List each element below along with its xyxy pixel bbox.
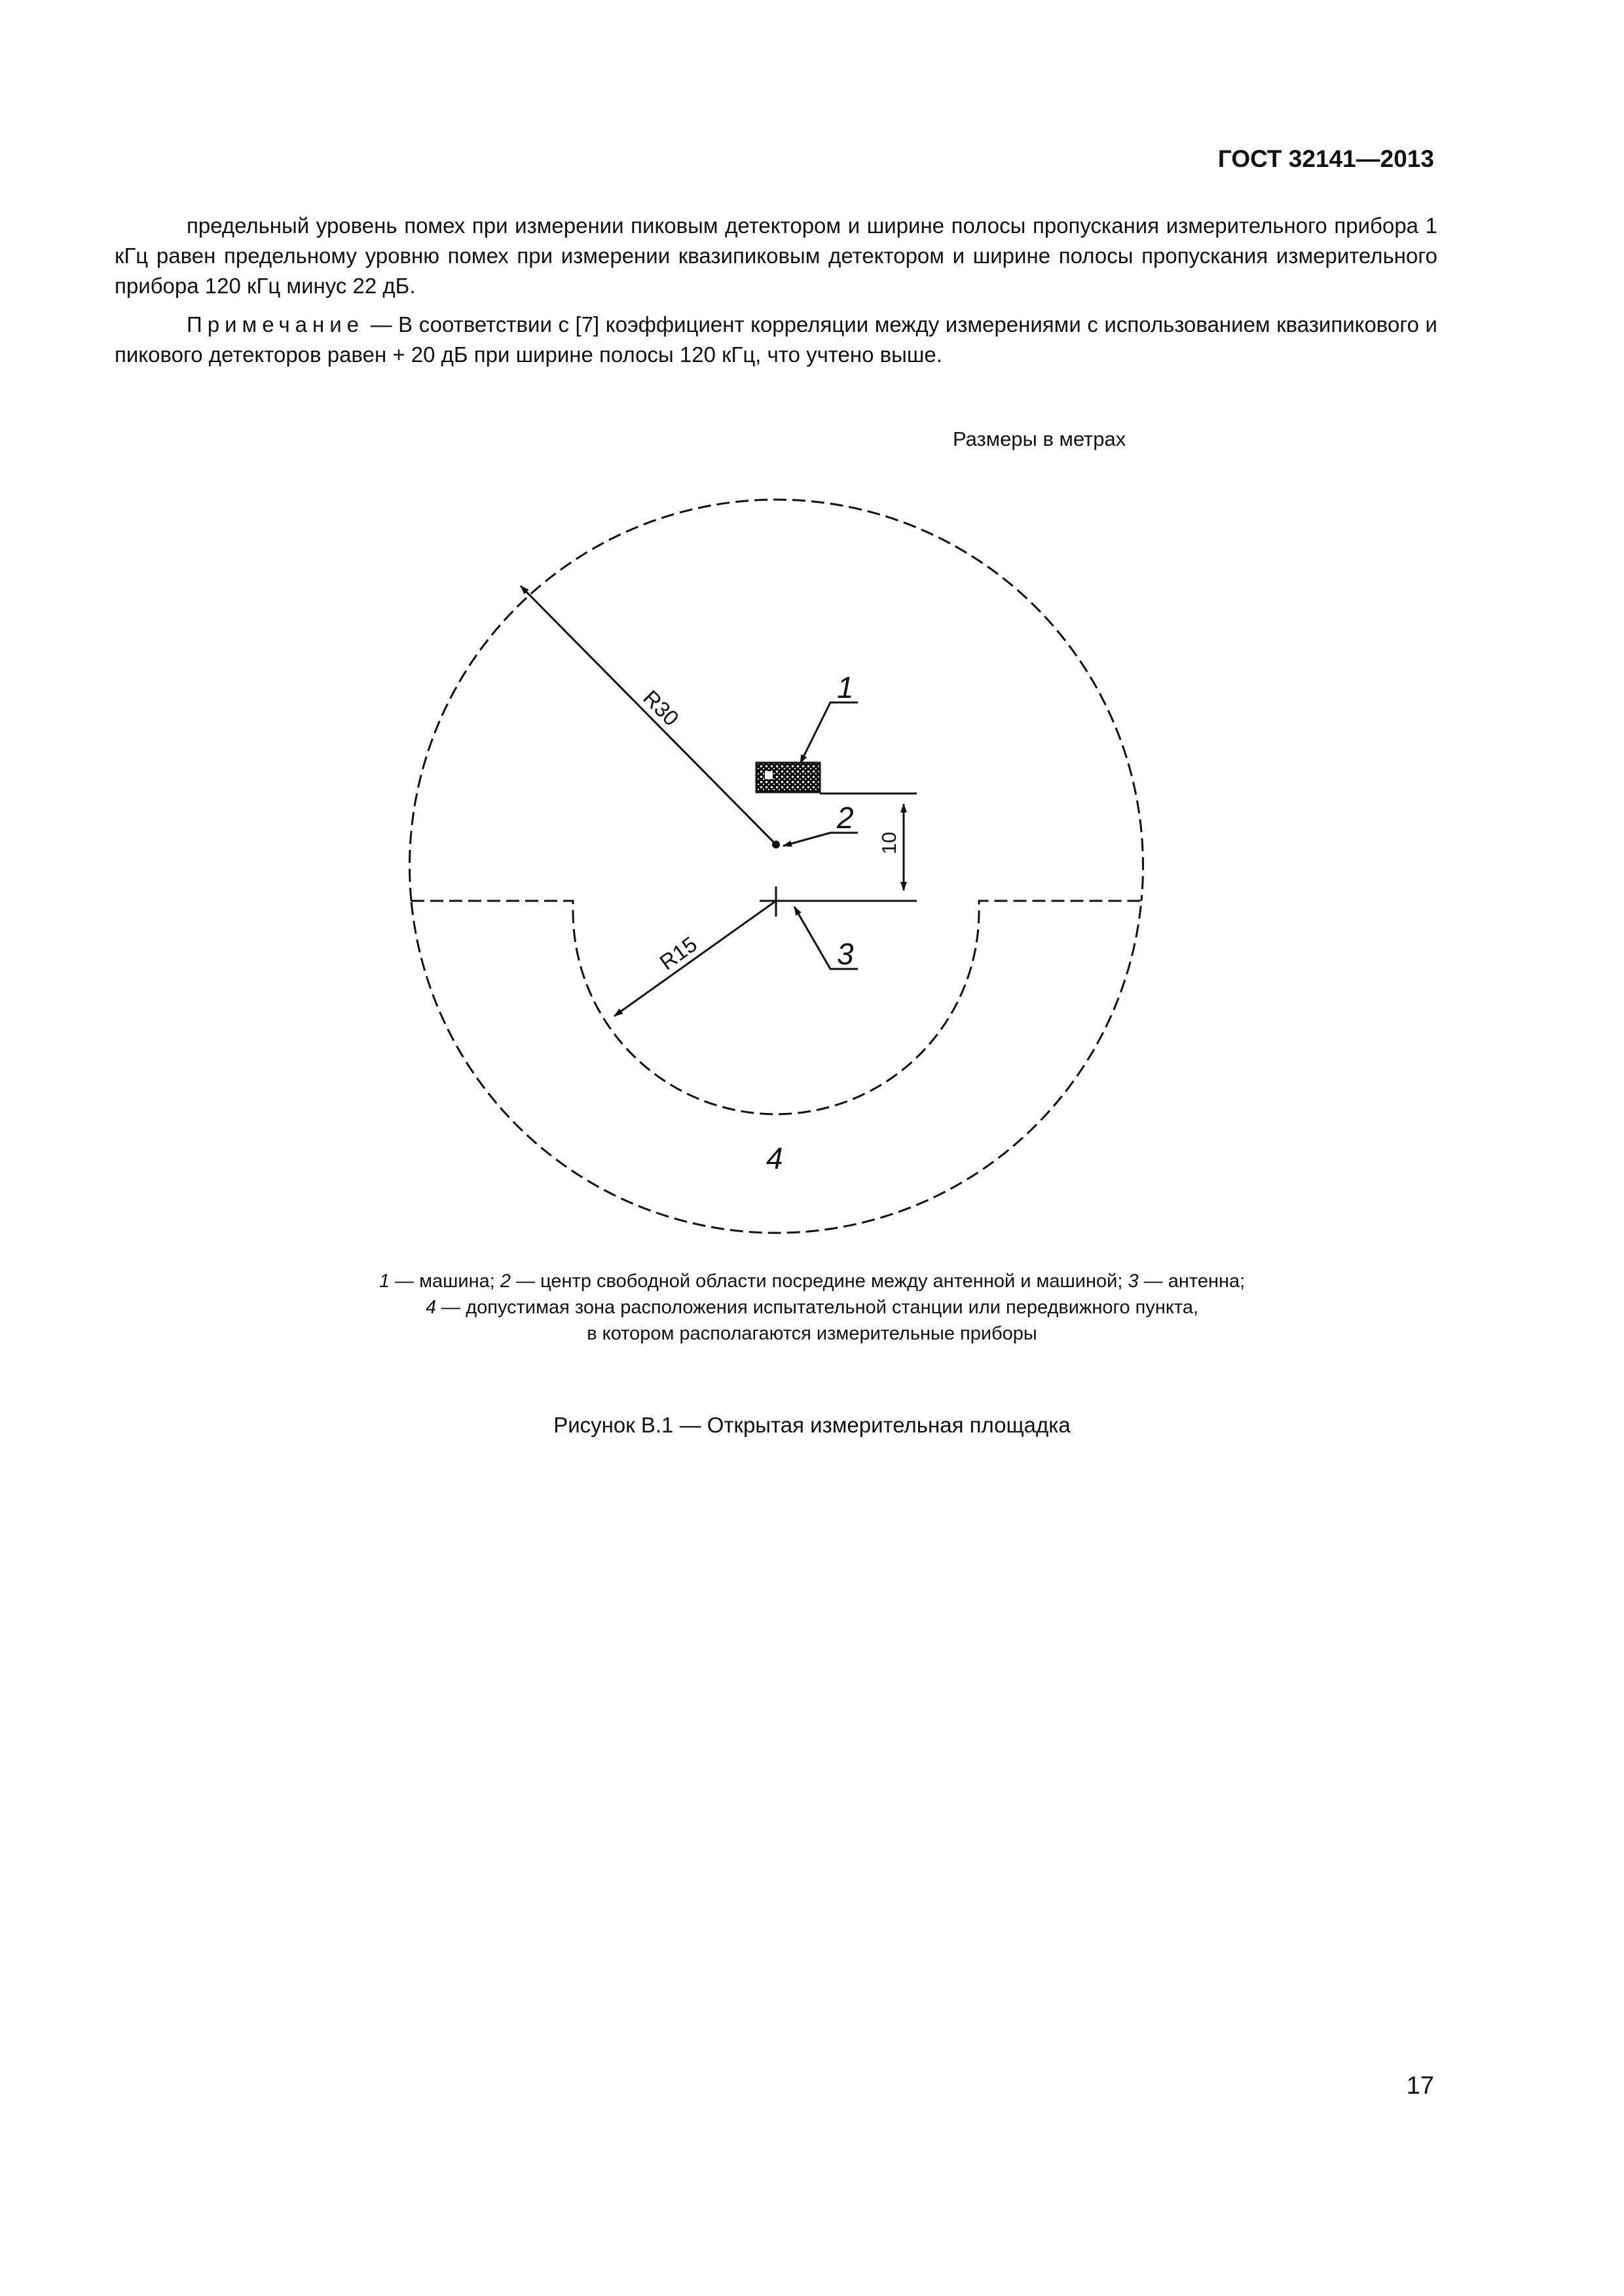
leader-2 — [783, 833, 858, 846]
label-2: 2 — [837, 801, 854, 835]
figure-legend — [0, 1268, 1624, 1347]
label-r30: R30 — [638, 685, 684, 731]
r15-radius-line — [614, 901, 776, 1016]
note-text: — В соответствии с [7] коэффициент корреляции между измерениями с использованием квазипикового и пикового детекторов равен + 20 дБ при ширине полосы 120 кГц, что учтено выше. — [115, 312, 1437, 367]
units-note: Размеры в метрах — [953, 428, 1126, 450]
note-label: Примечание — [187, 312, 365, 337]
page-number: 17 — [1406, 2072, 1434, 2100]
body-paragraph: предельный уровень помех при измерении пиковым детектором и ширине полосы пропускания измерительного прибора 1 кГц равен предельному уровню помех при измерении квазипиковым детектором и ширине полосы пропускания измерительного прибора 120 кГц минус 22 дБ. — [115, 213, 1437, 298]
r30-radius-line — [521, 586, 776, 845]
center-point — [772, 841, 780, 848]
label-1: 1 — [837, 670, 854, 704]
legend-line-3: в котором располагаются измерительные приборы — [587, 1323, 1037, 1344]
document-header: ГОСТ 32141—2013 — [1217, 145, 1434, 172]
figure-caption: Рисунок В.1 — Открытая измерительная площадка — [553, 1413, 1071, 1437]
label-dim-10: 10 — [877, 831, 900, 854]
legend-line-2: 4 — допустимая зона расположения испытательной станции или передвижного пункта, — [425, 1297, 1199, 1318]
label-3: 3 — [837, 937, 854, 971]
legend-line-1: 1 — машина; 2 — центр свободной области посредине между антенной и машиной; 3 — антенна; — [378, 1271, 1246, 1292]
label-4: 4 — [766, 1141, 783, 1175]
leader-1 — [800, 702, 858, 763]
allowed-zone-4 — [411, 901, 1141, 1233]
label-r15: R15 — [655, 932, 702, 975]
